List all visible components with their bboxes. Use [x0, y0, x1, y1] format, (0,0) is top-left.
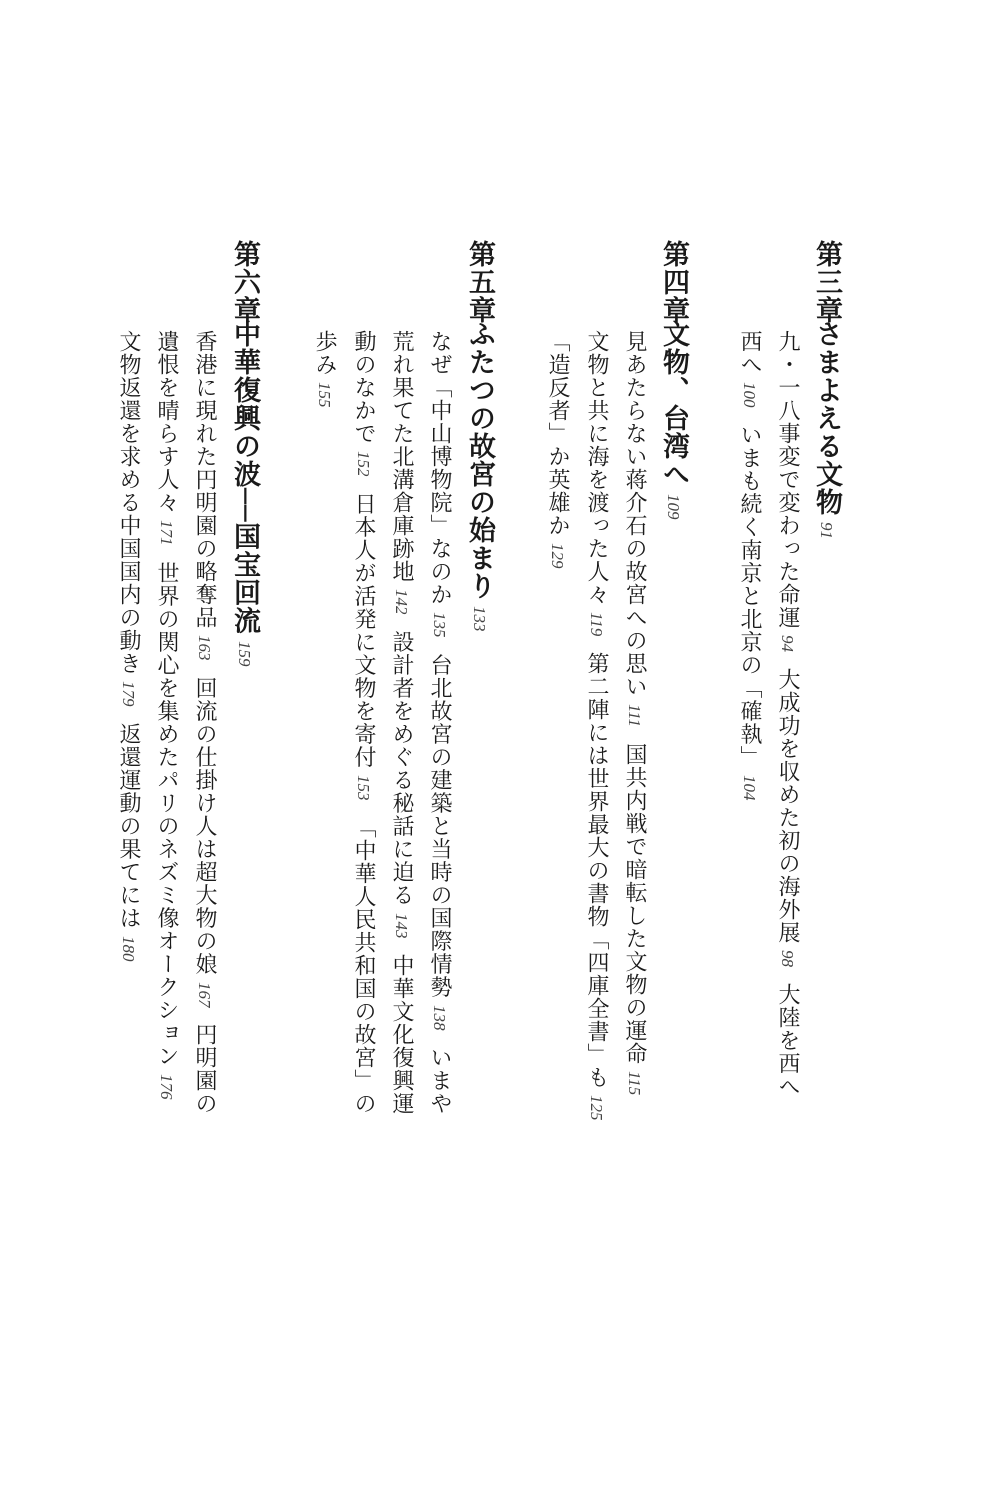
section-title: 回流の仕掛け人は超大物の娘 [192, 676, 217, 976]
section-title: 香港に現れた円明園の略奪品 [192, 330, 217, 629]
chapter-4-line-2 [585, 330, 607, 1137]
section-title: 台北故宮の建築と当時の国際情勢 [427, 653, 452, 999]
section-title: 西へ [737, 330, 762, 376]
section-title: 遺恨を晴らす人々 [154, 330, 179, 514]
chapter-3-line-2 [738, 330, 760, 816]
chapter-3-title: さまよえる文物 [811, 320, 842, 516]
chapter-3-label: 第三章 [811, 240, 842, 324]
page-number: 152 [354, 451, 373, 477]
page-number: 111 [625, 704, 644, 727]
page-number: 155 [315, 382, 334, 408]
section-title: 世界の関心を集めたパリのネズミ像オークション [154, 561, 179, 1068]
page-number: 167 [195, 981, 214, 1007]
page-number: 142 [392, 589, 411, 615]
section-title: 国共内戦で暗転した文物の運命 [622, 742, 647, 1065]
section-title: 動のなかで [351, 330, 376, 445]
chapter-5-line-3 [352, 330, 374, 1115]
section-title: 荒れ果てた北溝倉庫跡地 [389, 330, 414, 583]
section-title: なぜ「中山博物院」なのか [427, 330, 452, 606]
section-title: 「造反者」か英雄か [545, 330, 570, 537]
chapter-3-line-1 [776, 330, 798, 1098]
page-number: 179 [119, 681, 138, 707]
page-number: 119 [587, 612, 606, 637]
page-number: 135 [430, 612, 449, 638]
section-title: 文物返還を求める中国国内の動き [116, 330, 141, 675]
chapter-4-line-1 [623, 330, 645, 1111]
chapter-5-line-4 [313, 330, 335, 424]
page-number: 94 [778, 635, 797, 652]
page-number: 104 [740, 774, 759, 800]
page-number: 100 [740, 382, 759, 408]
chapter-4-title: 文物、台湾へ [658, 320, 689, 488]
page-number: 125 [587, 1095, 606, 1121]
section-title: いまも続く南京と北京の「確執」 [737, 423, 762, 769]
section-title: 設計者をめぐる秘話に迫る [389, 630, 414, 907]
page-number: 98 [778, 950, 797, 967]
chapter-3-title-column [813, 320, 840, 555]
page-number: 171 [157, 520, 176, 546]
page-number: 133 [470, 606, 489, 632]
section-title: 第二陣には世界最大の書物「四庫全書」も [584, 652, 609, 1090]
chapter-5-title-column [466, 320, 493, 648]
page-number: 159 [235, 640, 254, 667]
chapter-4-label: 第四章 [658, 240, 689, 324]
page-number: 163 [195, 635, 214, 661]
chapter-6-line-3 [117, 330, 139, 977]
chapter-6-line-2 [155, 330, 177, 1115]
page-number: 176 [157, 1073, 176, 1099]
section-title: 大成功を収めた初の海外展 [775, 668, 800, 944]
page-number: 180 [119, 935, 138, 961]
section-title: 大陸を西へ [775, 983, 800, 1098]
chapter-5-line-2 [390, 330, 412, 1115]
chapter-4-title-column [660, 320, 687, 536]
page-number: 153 [354, 774, 373, 800]
page-number: 138 [430, 1004, 449, 1030]
section-title: 見あたらない蒋介石の故宮への思い [622, 330, 647, 698]
page-number: 143 [392, 912, 411, 938]
section-title: いまや [427, 1046, 452, 1115]
section-title: 九・一八事変で変わった命運 [775, 330, 800, 629]
chapter-5-label: 第五章 [464, 240, 495, 324]
chapter-6-title: 中華復興の波──国宝回流 [229, 320, 260, 635]
section-title: 日本人が活発に文物を寄付 [351, 492, 376, 769]
section-title: 円明園の [192, 1023, 217, 1115]
section-title: 「中華人民共和国の故宮」の [351, 816, 376, 1115]
section-title: 中華文化復興運 [389, 954, 414, 1115]
page-number: 129 [548, 543, 567, 569]
chapter-6-line-1 [193, 330, 215, 1115]
section-title: 返還運動の果てには [116, 722, 141, 930]
chapter-5-title: ふたつの故宮の始まり [464, 320, 495, 600]
section-title: 文物と共に海を渡った人々 [584, 330, 609, 606]
page-number: 115 [625, 1070, 644, 1096]
chapter-6-title-column [231, 320, 258, 682]
page-number: 109 [664, 494, 683, 520]
section-title: 歩み [312, 330, 337, 376]
chapter-5-line-1 [428, 330, 450, 1115]
page-number: 91 [817, 522, 836, 539]
chapter-6-label: 第六章 [229, 240, 260, 324]
chapter-4-line-3 [546, 330, 568, 585]
